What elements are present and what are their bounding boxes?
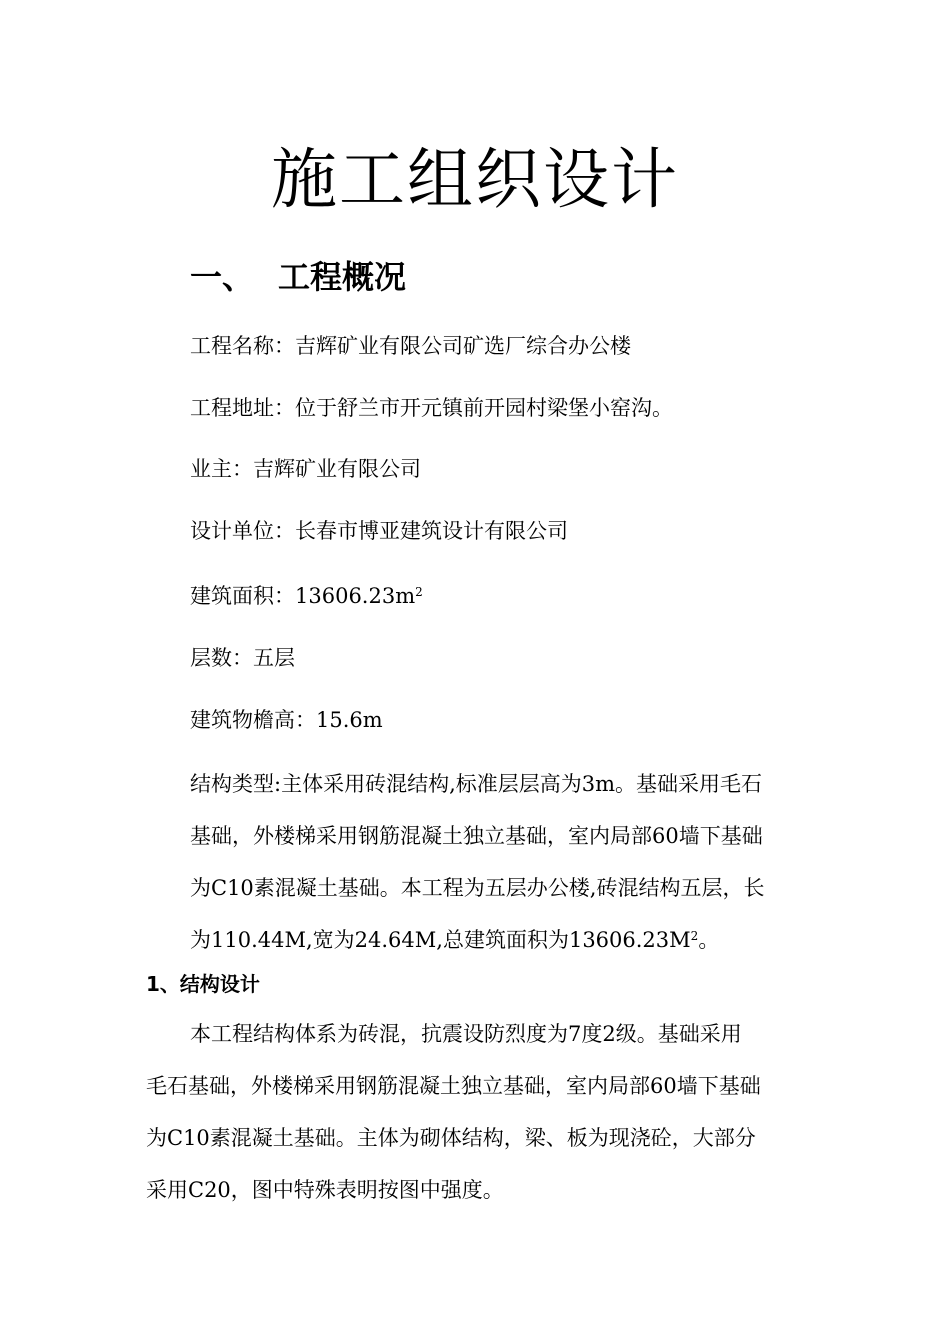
- line4-text: 为110.44M,宽为24.64M,总建筑面积为13606.23M: [190, 928, 691, 952]
- building-area: [190, 581, 423, 611]
- building-area-sup: 2: [415, 585, 423, 599]
- paragraph-line: [190, 914, 810, 966]
- document-title: 施工组织设计: [271, 141, 679, 218]
- project-owner: 业主：吉辉矿业有限公司: [190, 457, 421, 481]
- section-number: 一、: [190, 258, 255, 296]
- paragraph-line: 采用C20，图中特殊表明按图中强度。: [146, 1178, 504, 1202]
- subsection-heading: 1、结构设计: [146, 972, 260, 996]
- floor-count: 层数：五层: [190, 646, 295, 670]
- paragraph-line: 结构类型:主体采用砖混结构,标准层层高为3m。基础采用毛石: [190, 772, 763, 796]
- paragraph-line: 本工程结构体系为砖混，抗震设防烈度为7度2级。基础采用: [190, 1022, 742, 1046]
- section-heading: 工程概况: [278, 258, 407, 296]
- paragraph-line: 毛石基础，外楼梯采用钢筋混凝土独立基础，室内局部60墙下基础: [146, 1074, 761, 1098]
- structure-design-paragraph: [146, 1008, 810, 1216]
- line4-suffix: 。: [698, 928, 720, 952]
- line4-sup: 2: [690, 929, 699, 943]
- building-area-text: 建筑面积：13606.23m: [190, 584, 416, 608]
- design-unit: 设计单位：长春市博亚建筑设计有限公司: [190, 519, 568, 543]
- paragraph-line: 为C10素混凝土基础。本工程为五层办公楼,砖混结构五层，长: [190, 876, 765, 900]
- paragraph-line: 基础，外楼梯采用钢筋混凝土独立基础，室内局部60墙下基础: [190, 824, 763, 848]
- eave-height: 建筑物檐高：15.6m: [190, 708, 383, 732]
- project-name: 工程名称：吉辉矿业有限公司矿选厂综合办公楼: [190, 334, 631, 358]
- project-address: 工程地址：位于舒兰市开元镇前开园村梁堡小窑沟。: [190, 396, 673, 420]
- paragraph-line: 为C10素混凝土基础。主体为砌体结构，梁、板为现浇砼，大部分: [146, 1126, 756, 1150]
- structure-type-paragraph: [190, 758, 810, 966]
